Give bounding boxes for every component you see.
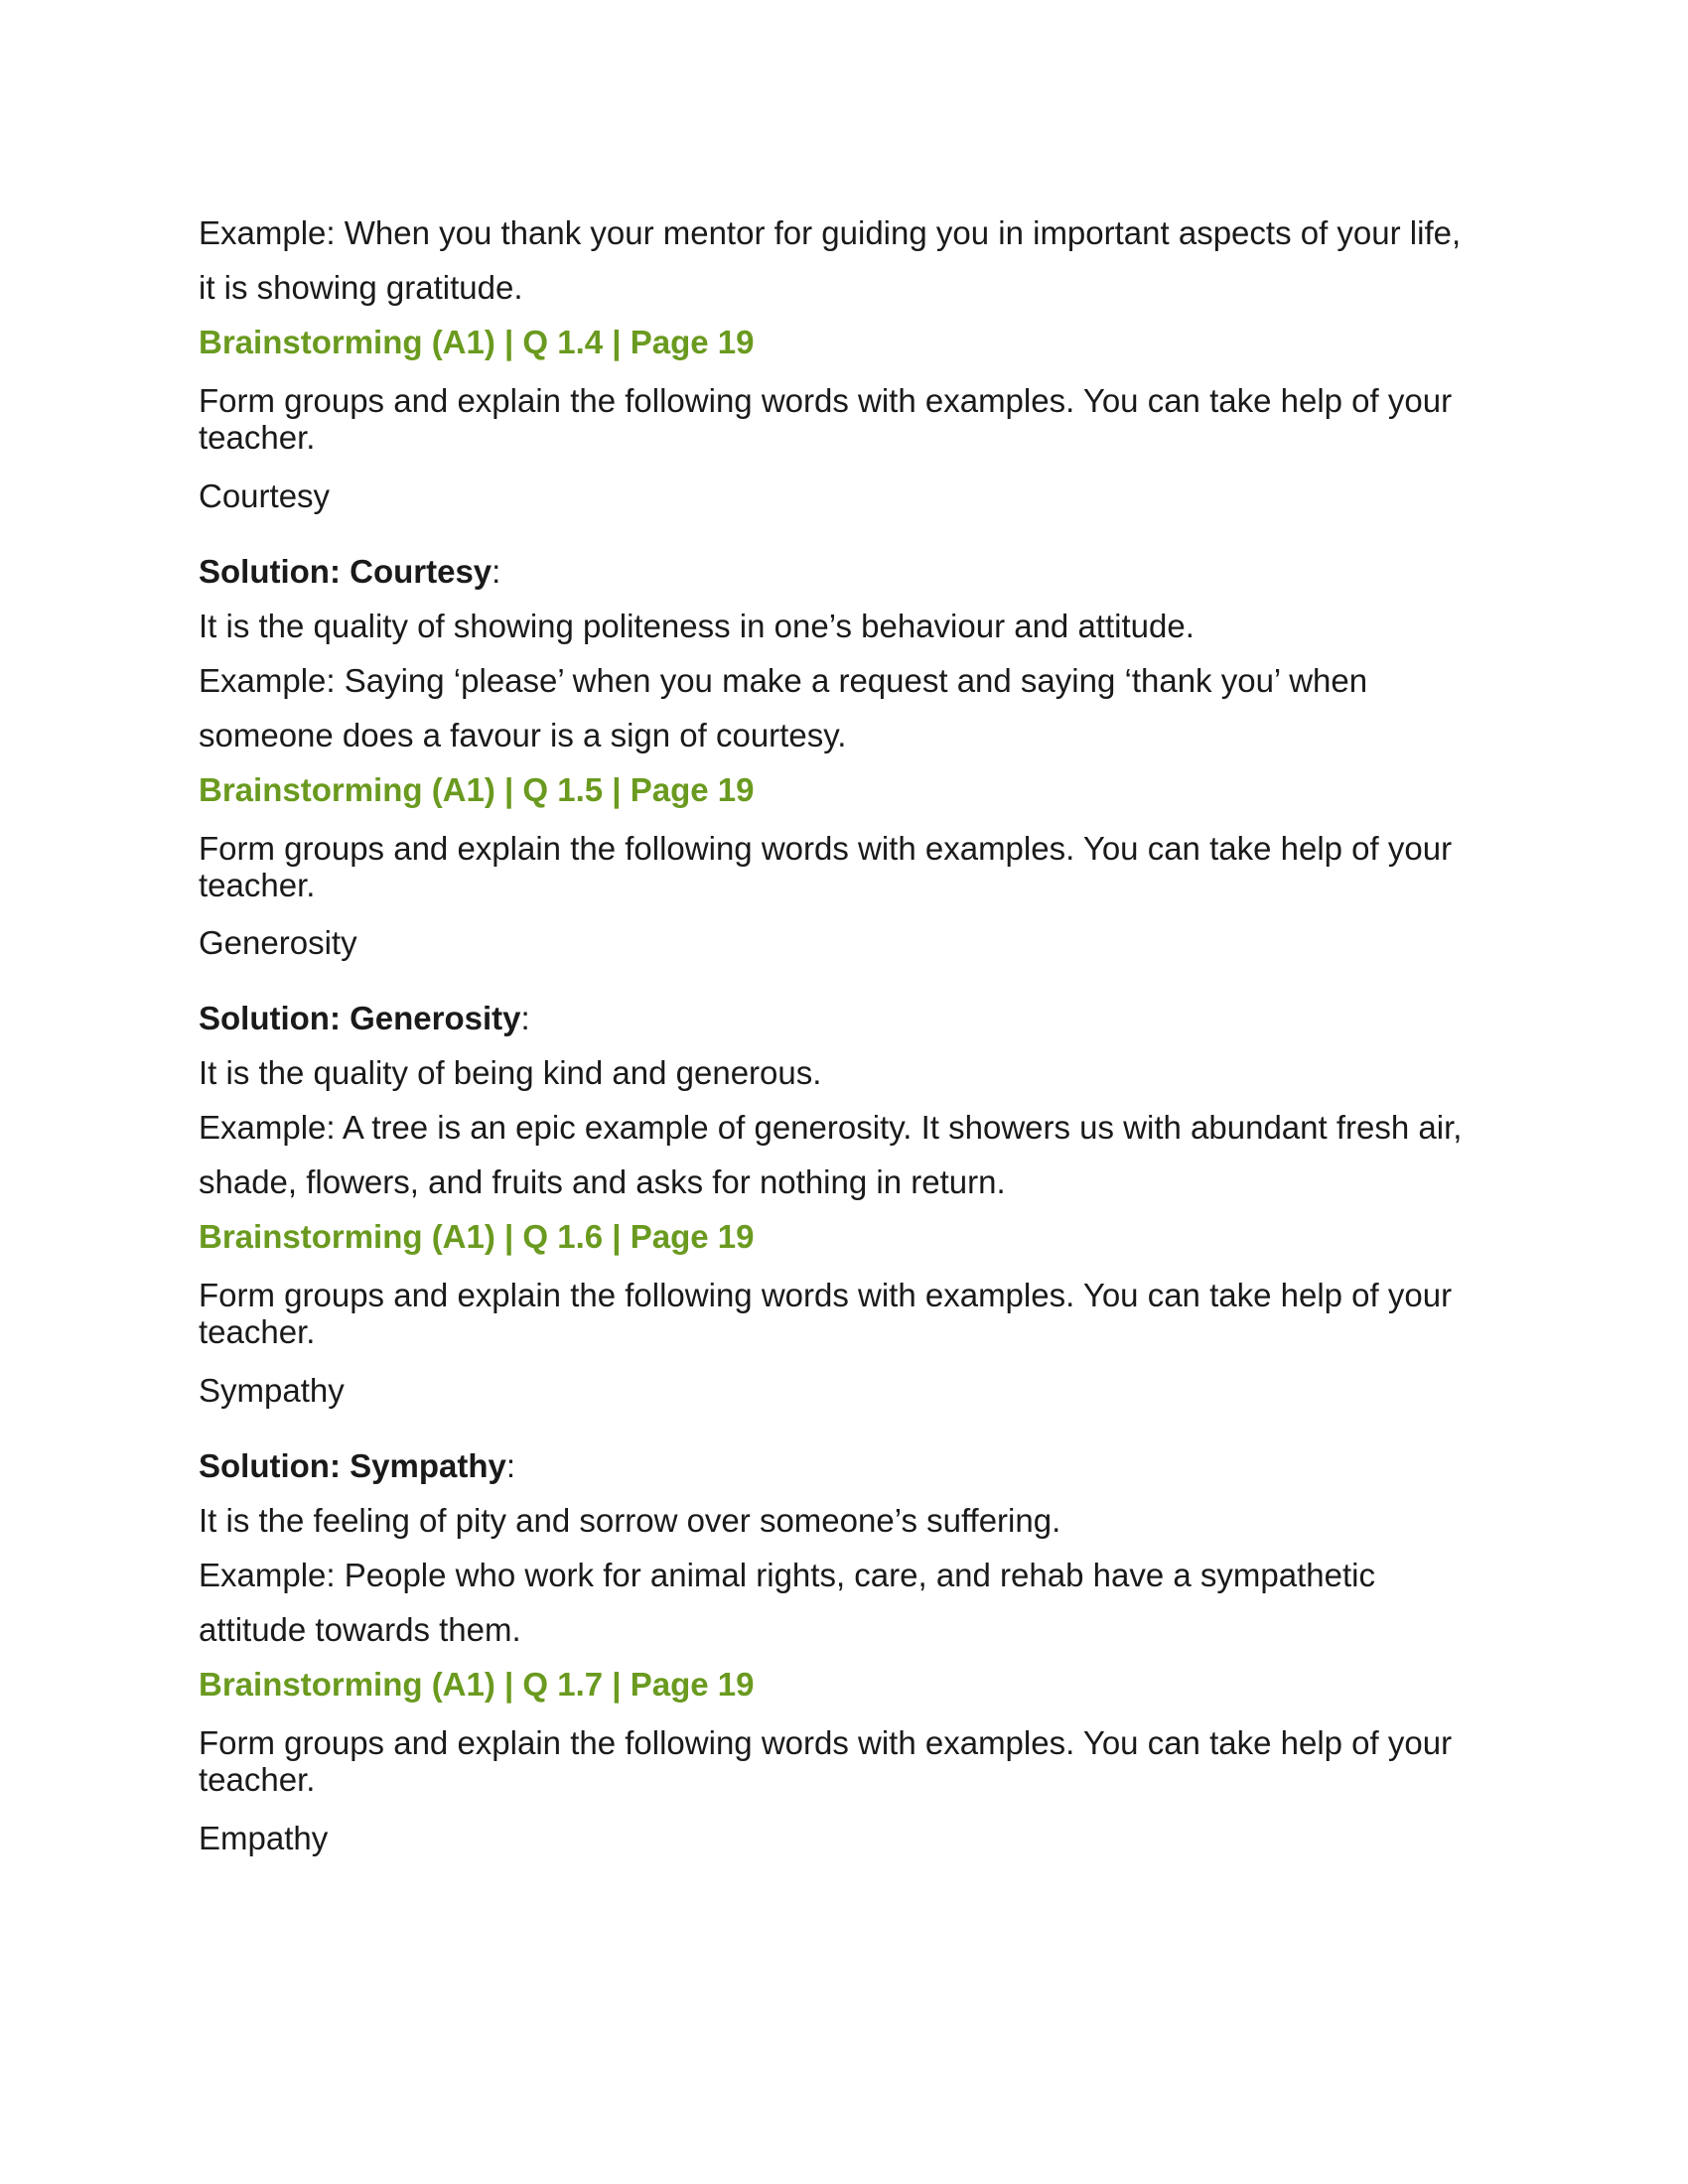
example-text-line: Example: When you thank your mentor for guiding you in important aspects of your life, <box>199 214 1462 251</box>
example-text-line: it is showing gratitude. <box>199 269 523 306</box>
question-heading: Brainstorming (A1) | Q 1.4 | Page 19 <box>199 324 755 360</box>
question-text-line: Form groups and explain the following words with examples. You can take help of your <box>199 382 1453 419</box>
question-heading: Brainstorming (A1) | Q 1.7 | Page 19 <box>199 1666 755 1703</box>
solution-colon: : <box>492 553 501 590</box>
example-text-line: someone does a favour is a sign of courtesy. <box>199 717 847 753</box>
example-text-line: Example: A tree is an epic example of generosity. It showers us with abundant fresh air, <box>199 1109 1463 1146</box>
solution-label-text: Solution: Sympathy <box>199 1447 506 1484</box>
question-text-line: teacher. <box>199 1313 316 1350</box>
solution-colon: : <box>505 1447 516 1484</box>
question-text-line: Form groups and explain the following words with examples. You can take help of your <box>199 1277 1453 1313</box>
question-heading: Brainstorming (A1) | Q 1.6 | Page 19 <box>199 1218 755 1255</box>
question-text-line: Form groups and explain the following words with examples. You can take help of your <box>199 830 1453 867</box>
solution-label-text: Solution: Generosity <box>199 1000 521 1036</box>
question-word: Empathy <box>199 1820 329 1856</box>
question-text-line: teacher. <box>199 1761 316 1798</box>
question-word: Courtesy <box>199 478 331 514</box>
example-text-line: Example: Saying ‘please’ when you make a request and saying ‘thank you’ when <box>199 662 1368 699</box>
solution-label <box>199 553 500 591</box>
example-text-line: attitude towards them. <box>199 1611 521 1648</box>
definition-text: It is the feeling of pity and sorrow over someone’s suffering. <box>199 1502 1061 1539</box>
definition-text: It is the quality of showing politeness in one’s behaviour and attitude. <box>199 608 1195 644</box>
question-heading: Brainstorming (A1) | Q 1.5 | Page 19 <box>199 771 755 808</box>
example-text-line: Example: People who work for animal rights, care, and rehab have a sympathetic <box>199 1557 1375 1593</box>
question-text-line: teacher. <box>199 419 316 456</box>
definition-text: It is the quality of being kind and generous. <box>199 1054 822 1091</box>
solution-label <box>199 1000 530 1037</box>
solution-label-text: Solution: Courtesy <box>199 553 492 590</box>
question-text-line: teacher. <box>199 867 316 903</box>
document-page <box>199 0 1489 2184</box>
solution-label <box>199 1447 515 1485</box>
question-word: Generosity <box>199 924 357 961</box>
question-text-line: Form groups and explain the following words with examples. You can take help of your <box>199 1724 1453 1761</box>
question-word: Sympathy <box>199 1372 345 1409</box>
solution-colon: : <box>520 1000 530 1036</box>
example-text-line: shade, flowers, and fruits and asks for nothing in return. <box>199 1163 1006 1200</box>
